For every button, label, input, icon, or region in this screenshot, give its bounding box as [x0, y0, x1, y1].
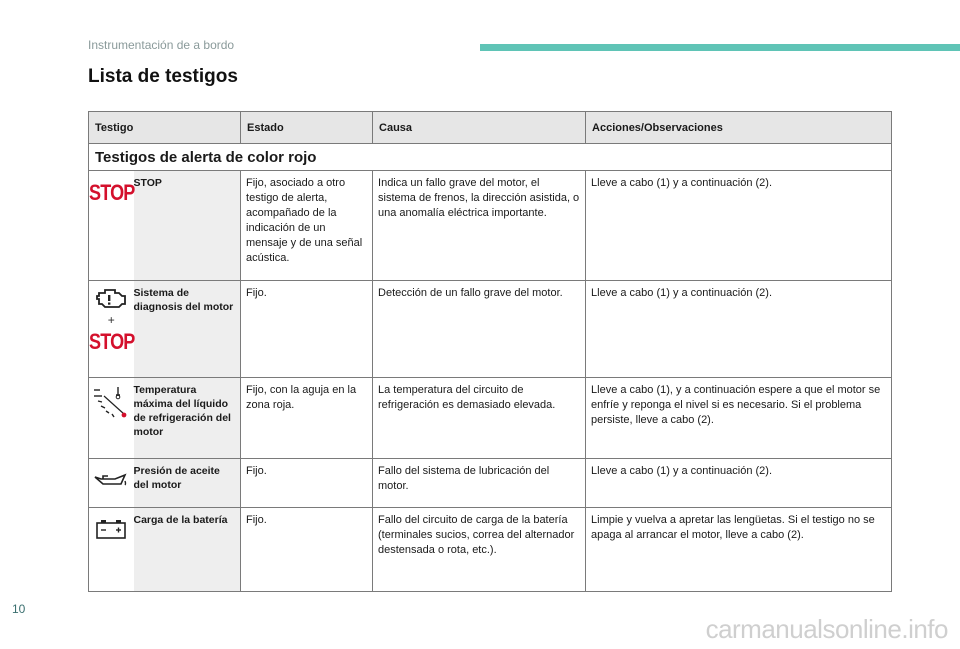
causa-cell: Indica un fallo grave del motor, el sistema de frenos, la dirección asistida, o una anomalía eléctrica importante.: [373, 171, 586, 281]
icon-cell: [89, 459, 134, 508]
column-header-testigo: Testigo: [89, 112, 241, 144]
icon-cell: [89, 508, 134, 592]
estado-cell: Fijo.: [241, 281, 373, 378]
accion-cell: Lleve a cabo (1) y a continuación (2).: [586, 281, 892, 378]
footer-watermark: carmanualsonline.info: [705, 614, 948, 644]
icon-cell: [89, 378, 134, 459]
plus-sign: +: [107, 313, 115, 327]
table-header-row: [89, 112, 892, 144]
warning-name: Presión de aceite del motor: [134, 459, 241, 508]
icon-cell: [89, 171, 134, 281]
estado-cell: Fijo, asociado a otro testigo de alerta, acompañado de la indicación de un mensaje y de una señal acústica.: [241, 171, 373, 281]
warning-name: Carga de la batería: [134, 508, 241, 592]
coolant-temperature-icon: [92, 384, 130, 424]
battery-icon: [94, 518, 128, 540]
estado-cell: Fijo.: [241, 459, 373, 508]
accion-cell: Lleve a cabo (1) y a continuación (2).: [586, 171, 892, 281]
stop-icon: STOP: [88, 180, 135, 205]
table-row: [89, 508, 892, 592]
page-number: 10: [12, 602, 26, 616]
accion-cell: Lleve a cabo (1), y a continuación espere a que el motor se enfríe y reponga el nivel si es necesario. Si el problema persiste, lleve a cabo (2).: [586, 378, 892, 459]
table-row: [89, 378, 892, 459]
table-row: [89, 171, 892, 281]
engine-diagnosis-icon: [93, 287, 129, 311]
oil-pressure-icon: [93, 471, 129, 489]
estado-cell: Fijo, con la aguja en la zona roja.: [241, 378, 373, 459]
warning-name: Sistema de diagnosis del motor: [134, 281, 241, 378]
section-row: [89, 144, 892, 171]
header-title: Instrumentación de a bordo: [88, 38, 235, 52]
causa-cell: Fallo del sistema de lubricación del motor.: [373, 459, 586, 508]
icon-cell: [89, 281, 134, 378]
section-title: Testigos de alerta de color rojo: [89, 144, 892, 171]
column-header-causa: Causa: [373, 112, 586, 144]
causa-cell: Fallo del circuito de carga de la batería (terminales sucios, correa del alternador destensada o rota, etc.).: [373, 508, 586, 592]
page-title: Lista de testigos: [88, 66, 238, 87]
table-row: [89, 281, 892, 378]
warning-name: STOP: [134, 171, 241, 281]
column-header-acciones: Acciones/Observaciones: [586, 112, 892, 144]
header-accent-bar: [480, 44, 960, 51]
table-row: [89, 459, 892, 508]
causa-cell: La temperatura del circuito de refrigeración es demasiado elevada.: [373, 378, 586, 459]
warning-name: Temperatura máxima del líquido de refrigeración del motor: [134, 378, 241, 459]
column-header-estado: Estado: [241, 112, 373, 144]
accion-cell: Lleve a cabo (1) y a continuación (2).: [586, 459, 892, 508]
causa-cell: Detección de un fallo grave del motor.: [373, 281, 586, 378]
warning-lights-table: [88, 111, 892, 592]
stop-icon: STOP: [88, 329, 135, 354]
estado-cell: Fijo.: [241, 508, 373, 592]
accion-cell: Limpie y vuelva a apretar las lengüetas. Si el testigo no se apaga al arrancar el motor, lleve a cabo (2).: [586, 508, 892, 592]
